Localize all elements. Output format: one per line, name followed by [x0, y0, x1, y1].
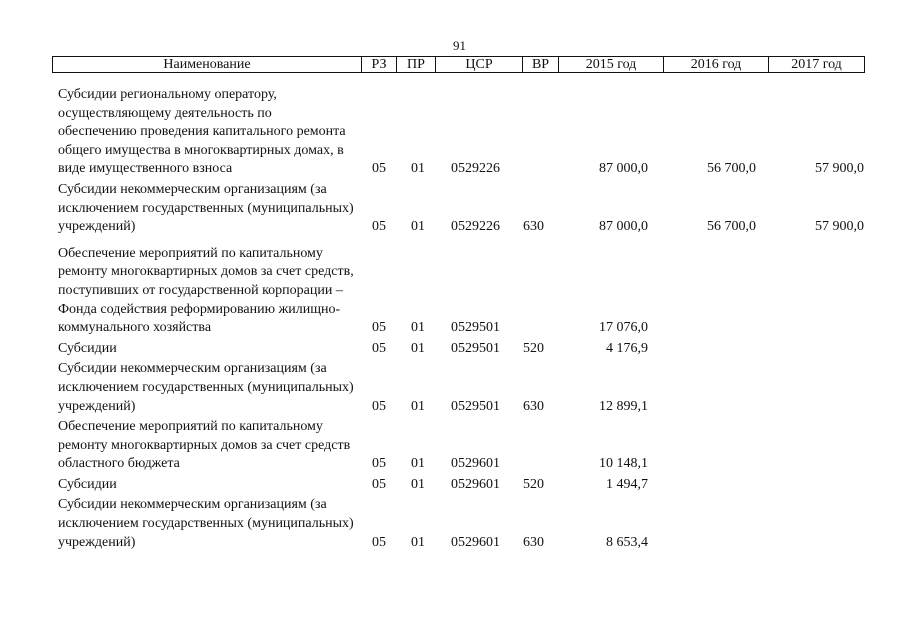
row-rz: 05 [372, 320, 386, 336]
table-row [58, 181, 866, 237]
row-rz: 05 [372, 398, 386, 414]
row-name: Обеспечение мероприятий по капитальному ремонту многоквартирных домов за счет средств, поступивших от государственной корпорации – Фонда содействия реформированию жилищно-коммунального хозяйства [58, 245, 354, 336]
table-row [58, 496, 866, 552]
row-name: Субсидии некоммерческим организациям (за исключением государственных (муниципальных) учреждений) [58, 181, 354, 235]
row-csr: 0529601 [451, 534, 500, 550]
row-2017: 57 900,0 [815, 161, 864, 177]
header-csr: ЦСР [436, 57, 523, 72]
header-vr: ВР [523, 57, 559, 72]
table-row [58, 340, 866, 359]
row-2015: 87 000,0 [599, 161, 648, 177]
row-pr: 01 [411, 476, 425, 492]
row-csr: 0529226 [451, 219, 500, 235]
row-pr: 01 [411, 161, 425, 177]
row-name: Субсидии некоммерческим организациям (за исключением государственных (муниципальных) учреждений) [58, 361, 354, 414]
header-pr: ПР [397, 57, 436, 72]
row-pr: 01 [411, 456, 425, 472]
row-csr: 0529501 [451, 340, 500, 356]
row-vr: 630 [523, 534, 544, 550]
row-rz: 05 [372, 161, 386, 177]
row-csr: 0529601 [451, 456, 500, 472]
row-vr: 630 [523, 219, 544, 235]
row-pr: 01 [411, 398, 425, 414]
row-2015: 8 653,4 [606, 534, 648, 550]
header-2015: 2015 год [559, 57, 664, 72]
row-2015: 12 899,1 [599, 398, 648, 414]
row-rz: 05 [372, 340, 386, 356]
row-rz: 05 [372, 219, 386, 235]
row-2016: 56 700,0 [707, 219, 756, 235]
header-2016: 2016 год [664, 57, 769, 72]
row-name: Субсидии региональному оператору, осуществляющему деятельность по обеспечению проведения капитального ремонта общего имущества в многоквартирных домах, в виде имущественного взноса [58, 87, 346, 177]
row-csr: 0529501 [451, 320, 500, 336]
row-2015: 4 176,9 [606, 340, 648, 356]
budget-table [58, 86, 866, 554]
row-name: Субсидии некоммерческим организациям (за исключением государственных (муниципальных) учреждений) [58, 497, 354, 550]
row-2016: 56 700,0 [707, 161, 756, 177]
table-row [58, 360, 866, 416]
table-row [58, 86, 866, 179]
row-2015: 17 076,0 [599, 320, 648, 336]
row-vr: 520 [523, 476, 544, 492]
table-header [52, 56, 865, 73]
row-rz: 05 [372, 476, 386, 492]
table-row [58, 418, 866, 474]
row-pr: 01 [411, 219, 425, 235]
row-2015: 10 148,1 [599, 456, 648, 472]
header-name: Наименование [53, 57, 362, 72]
row-2015: 87 000,0 [599, 219, 648, 235]
row-pr: 01 [411, 340, 425, 356]
row-name: Субсидии [58, 476, 117, 492]
header-2017: 2017 год [791, 57, 842, 72]
row-vr: 630 [523, 398, 544, 414]
row-pr: 01 [411, 534, 425, 550]
row-name: Обеспечение мероприятий по капитальному ремонту многоквартирных домов за счет средств областного бюджета [58, 419, 351, 472]
row-2017: 57 900,0 [815, 219, 864, 235]
header-rz: РЗ [362, 57, 397, 72]
row-name: Субсидии [58, 340, 117, 356]
row-rz: 05 [372, 534, 386, 550]
row-csr: 0529226 [451, 161, 500, 177]
row-vr: 520 [523, 340, 544, 356]
row-pr: 01 [411, 320, 425, 336]
row-csr: 0529601 [451, 476, 500, 492]
table-row [58, 245, 866, 338]
row-2015: 1 494,7 [606, 476, 648, 492]
table-row [58, 476, 866, 495]
page-number: 91 [453, 38, 466, 53]
row-csr: 0529501 [451, 398, 500, 414]
row-rz: 05 [372, 456, 386, 472]
